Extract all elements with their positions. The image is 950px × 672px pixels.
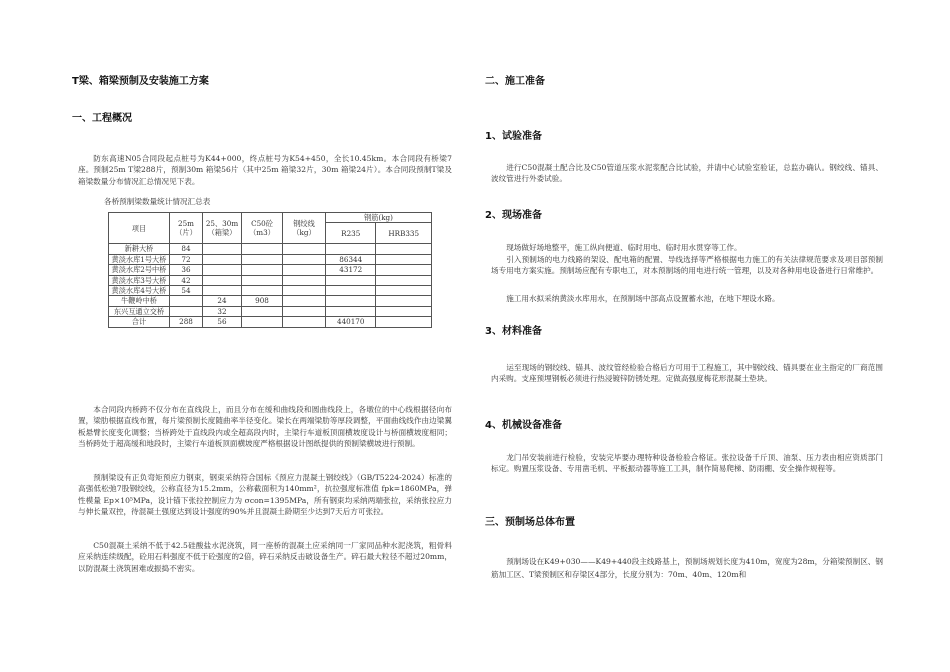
test-paragraph: 进行C50混凝土配合比及C50管道压浆水泥浆配合比试验，并请中心试验室验证，总监办确认。钢绞线、锚具、波纹管进行外委试验。	[491, 163, 883, 184]
row-name: 黄淡水库4号大桥	[109, 286, 170, 296]
header-r235: R235	[326, 223, 376, 244]
header-25m: 25m（片）	[170, 213, 203, 244]
cell	[203, 275, 242, 285]
cell	[283, 296, 326, 306]
document-title: T梁、箱梁预制及安装施工方案	[72, 76, 209, 87]
cell	[283, 286, 326, 296]
section-heading-layout: 三、预制场总体布置	[485, 517, 575, 528]
cell	[376, 275, 432, 285]
row-name: 黄淡水库2号中桥	[109, 265, 170, 275]
cell	[283, 306, 326, 316]
cell: 42	[170, 275, 203, 285]
prestress-paragraph: 预制梁设有正负弯矩预应力钢束，钢束采纳符合国标《预应力混凝土钢绞线》（GB/T5224-2024）标准的高强低松弛7股钢绞线，公称直径为15.2mm，公称截面积为140mm²，抗拉强度标准值 fpk=1860MPa，弹性模量 Ep×10⁵MPa，设计锚下张拉控制应力为 σcon=1395MPa，所有钢束均采纳两端张拉，采纳张拉应力与伸长量双控，待混凝土强度达到设计强度的90%并且混凝土龄期至少达到7天后方可张拉。	[78, 473, 452, 517]
cell	[376, 265, 432, 275]
cell: 54	[170, 286, 203, 296]
cell: 288	[170, 317, 203, 327]
cell	[242, 254, 283, 264]
cell	[376, 254, 432, 264]
table-header-row	[109, 213, 432, 223]
subheading-machinery: 4、机械设备准备	[485, 420, 562, 431]
cell	[203, 265, 242, 275]
curve-layout-paragraph: 本合同段内桥跨不仅分布在直线段上，而且分布在缓和曲线段和圆曲线段上，各墩位的中心线根据径向布置，梁肋根据直线布置，每片梁预制长度随曲率半径变化。梁长在两端梁肋等厚段调整，平面曲线线作由边梁翼板悬臂长度变化调整；当桥跨处于直线段内或全超高段内时，主梁行车道板顶面横坡度设计与桥面横坡度相同；当桥跨处于超高缓和地段时，主梁行车道板顶面横坡度严格根据设计图纸提供的预制梁横坡进行预制。	[78, 405, 452, 449]
cell	[283, 317, 326, 327]
cell	[242, 286, 283, 296]
cell: 36	[170, 265, 203, 275]
machinery-paragraph: 龙门吊安装前进行检验，安装完毕要办理特种设备检验合格证。张拉设备千斤顶、油泵、压力表由相应资质部门标定。购置压浆设备、专用凿毛机、平板振动器等施工工具，制作简易爬梯、防雨棚、安全操作规程等。	[491, 453, 883, 474]
cell	[326, 286, 376, 296]
cell	[326, 296, 376, 306]
table-caption: 各桥预制梁数量统计情况汇总表	[104, 197, 211, 206]
cell: 32	[203, 306, 242, 316]
beam-quantity-table	[108, 212, 432, 328]
table-row	[109, 275, 432, 285]
site-paragraph-2: 引入预制场的电力线路的架设、配电箱的配置、导线选择等严格根据电力施工的有关法律规范要求及项目部预制场专用电方案实施。预制场应配有专职电工，对本预制场的用电进行统一管理，以及对各种用电设备进行日常维护。	[491, 255, 883, 276]
header-hrb335: HRB335	[376, 223, 432, 244]
cell	[326, 306, 376, 316]
row-name: 合计	[109, 317, 170, 327]
table-row	[109, 254, 432, 264]
row-name: 新耕大桥	[109, 244, 170, 254]
section-heading-preparation: 二、施工准备	[485, 76, 545, 87]
cell	[326, 244, 376, 254]
cell	[203, 254, 242, 264]
table-total-row	[109, 317, 432, 327]
cell	[283, 254, 326, 264]
row-name: 黄淡水库1号大桥	[109, 254, 170, 264]
site-paragraph-1: 现场做好场地整平，施工纵向便道、临时用电、临时用水贯穿等工作。	[506, 243, 742, 252]
cell	[170, 296, 203, 306]
cell: 72	[170, 254, 203, 264]
table-row	[109, 286, 432, 296]
cell	[283, 265, 326, 275]
material-paragraph: 运至现场的钢绞线、锚具、波纹管经检验合格后方可用于工程施工，其中钢绞线、锚具要在业主指定的厂商范围内采购。支座预埋钢板必须进行热浸镀锌防锈处理。定做高强度梅花形混凝土垫块。	[491, 363, 883, 384]
site-paragraph-3: 施工用水拟采纳黄淡水库用水，在预制场中部高点设置蓄水池，在地下埋设水路。	[506, 294, 780, 303]
table-row	[109, 296, 432, 306]
row-name: 牛鞭岭中桥	[109, 296, 170, 306]
cell	[203, 286, 242, 296]
cell	[376, 244, 432, 254]
table-row	[109, 265, 432, 275]
row-name: 黄淡水库3号大桥	[109, 275, 170, 285]
subheading-test: 1、试验准备	[485, 131, 542, 142]
header-rebar: 钢筋(kg)	[326, 213, 432, 223]
header-item: 项目	[109, 213, 170, 244]
cell: 56	[203, 317, 242, 327]
cell: 43172	[326, 265, 376, 275]
section-heading-overview: 一、工程概况	[72, 113, 132, 124]
cell: 24	[203, 296, 242, 306]
layout-paragraph: 预制场设在K49+030——K49+440段主线路基上，预制场规划长度为410m，宽度为28m，分箱梁预制区、钢筋加工区、T梁预制区和存梁区4部分，长度分别为：70m、40m、120m和	[491, 557, 883, 579]
cell: 908	[242, 296, 283, 306]
cell	[376, 296, 432, 306]
subheading-material: 3、材料准备	[485, 326, 542, 337]
cell	[242, 275, 283, 285]
cell	[283, 244, 326, 254]
intro-paragraph: 防东高速N05合同段起点桩号为K44+000，终点桩号为K54+450，全长10.45km。本合同段有桥梁7座。预制25m T梁288片，预制30m 箱梁56片（其中25m 箱梁32片，30m 箱梁24片）。本合同段预制T梁及箱梁数量分布情况汇总情况见下表。	[78, 154, 452, 186]
cell	[242, 306, 283, 316]
header-strand: 钢绞线（kg）	[283, 213, 326, 244]
cell	[376, 306, 432, 316]
header-25-30m: 25、30m（箱梁）	[203, 213, 242, 244]
subheading-site: 2、现场准备	[485, 210, 542, 221]
table-row	[109, 306, 432, 316]
header-c50: C50砼（m3）	[242, 213, 283, 244]
cell	[376, 286, 432, 296]
table-row	[109, 244, 432, 254]
row-name: 东兴互通立交桥	[109, 306, 170, 316]
cell	[242, 244, 283, 254]
cell: 440170	[326, 317, 376, 327]
cell: 84	[170, 244, 203, 254]
cell	[170, 306, 203, 316]
cell	[203, 244, 242, 254]
concrete-paragraph: C50混凝土采纳不低于42.5硅酸盐水泥浇筑，同一座桥的混凝土应采纳同一厂家同品种水泥浇筑，粗骨料应采纳连续级配，砼用石料强度不低于砼强度的2倍，碎石采纳反击破设备生产。碎石最大粒径不超过20mm，以防混凝土浇筑困难或振捣不密实。	[78, 541, 452, 573]
cell	[242, 265, 283, 275]
cell: 86344	[326, 254, 376, 264]
cell	[326, 275, 376, 285]
cell	[242, 317, 283, 327]
cell	[376, 317, 432, 327]
cell	[283, 275, 326, 285]
